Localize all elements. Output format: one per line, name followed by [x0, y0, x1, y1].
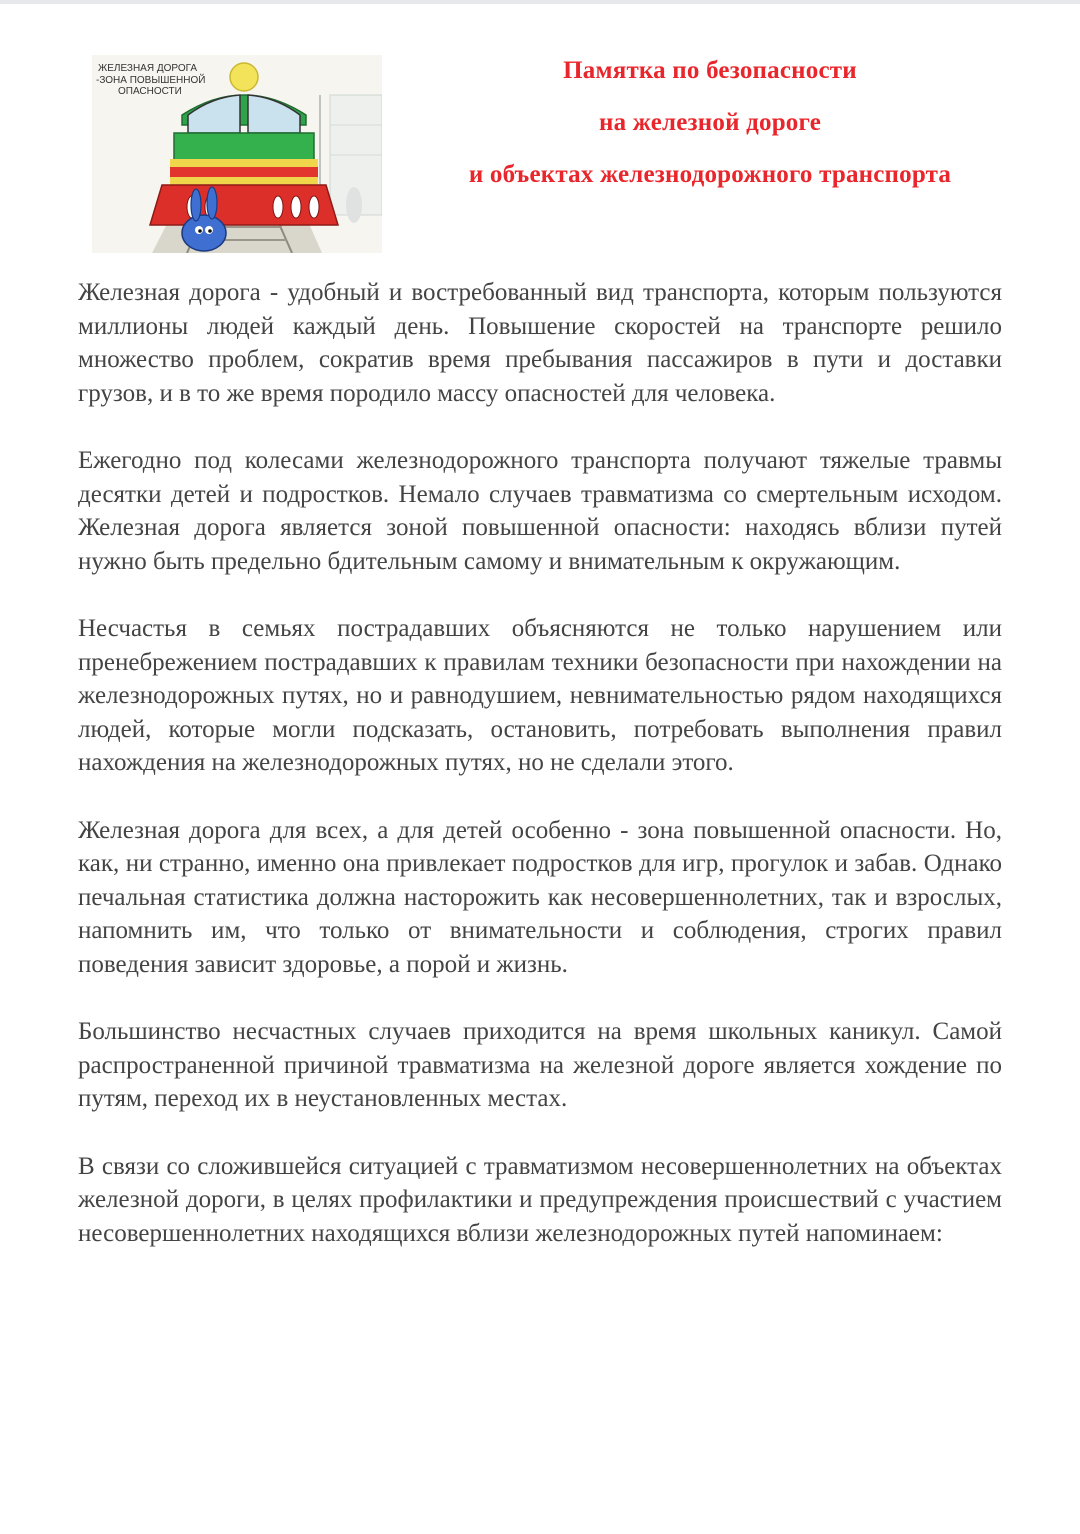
- paragraph-6: В связи со сложившейся ситуацией с травматизмом несовершеннолетних на объектах железной дороги, в целях профилактики и предупреждения происшествий с участием несовершеннолетних находящихся вблизи железнодорожных путей напоминаем:: [78, 1152, 1002, 1247]
- paragraph-5: Большинство несчастных случаев приходится на время школьных каникул. Самой распространенной причиной травматизма на железной дороге является хождение по путям, переход их в неустановленных местах.: [78, 1018, 1002, 1112]
- paragraph-4: Железная дорога для всех, а для детей особенно - зона повышенной опасности. Но, как, ни странно, именно она привлекает подростков для игр, прогулок и забав. Однако печальная статистика должна насторожить как несовершеннолетних, так и взрослых, напомнить им, что только от внимательности и соблюдения, строгих правил поведения зависит здоровье, а порой и жизнь.: [78, 816, 1002, 978]
- memo-title: [410, 45, 1010, 201]
- drawing-caption-line2: -ЗОНА ПОВЫШЕННОЙ: [96, 75, 206, 86]
- title-line-1: Памятка по безопасности: [563, 57, 857, 84]
- drawing-caption-line1: ЖЕЛЕЗНАЯ ДОРОГА: [98, 63, 198, 74]
- header: [0, 0, 1080, 270]
- paragraph-1: Железная дорога - удобный и востребованный вид транспорта, которым пользуются миллионы людей каждый день. Повышение скоростей на транспорте решило множество проблем, сократив время пребывания пассажиров в пути и доставки грузов, и в то же время породило массу опасностей для человека.: [78, 279, 1002, 407]
- paragraph-3: Несчастья в семьях пострадавших объясняются не только нарушением или пренебрежением пострадавших к правилам техники безопасности при нахождении на железнодорожных путях, но и равнодушием, невнимательностью рядом находящихся людей, которые могли подсказать, остановить, потребовать выполнения правил нахождения на железнодорожных путях, но не сделали этого.: [78, 615, 1002, 776]
- paragraph-2: Ежегодно под колесами железнодорожного транспорта получают тяжелые травмы десятки детей и подростков. Немало случаев травматизма со смертельным исходом. Железная дорога является зоной повышенной опасности: находясь вблизи путей нужно быть предельно бдительным самому и внимательным к окружающим.: [78, 447, 1002, 575]
- drawing-caption-line3: ОПАСНОСТИ: [118, 86, 182, 97]
- train-drawing-illustration: [92, 55, 382, 253]
- title-line-3: и объектах железнодорожного транспорта: [468, 161, 952, 188]
- memo-body: [78, 276, 1002, 1250]
- title-line-2: на железной дороге: [598, 109, 822, 136]
